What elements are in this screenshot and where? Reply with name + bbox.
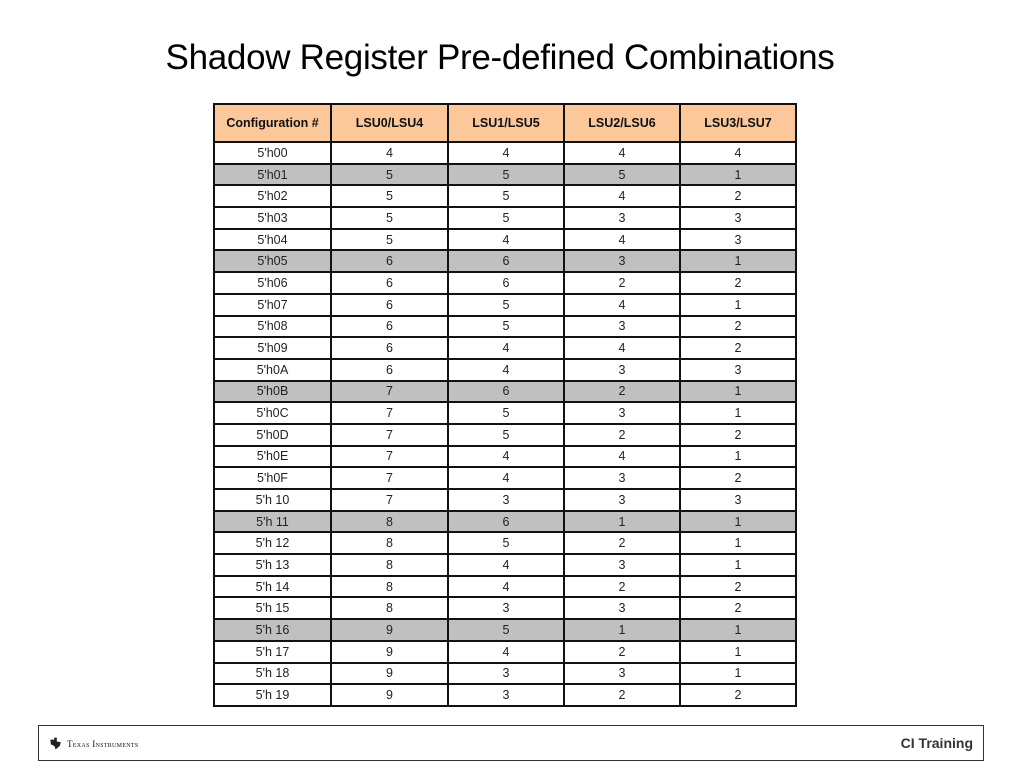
lsu-value-cell: 4: [448, 337, 564, 359]
lsu-value-cell: 4: [564, 229, 680, 251]
table-row: [214, 446, 796, 468]
lsu-value-cell: 3: [564, 663, 680, 685]
lsu-value-cell: 3: [564, 489, 680, 511]
lsu-value-cell: 2: [680, 185, 796, 207]
lsu-value-cell: 7: [331, 424, 448, 446]
lsu-value-cell: 1: [680, 641, 796, 663]
lsu-value-cell: 5: [448, 185, 564, 207]
configuration-cell: 5'h 13: [214, 554, 331, 576]
table-row: [214, 467, 796, 489]
lsu-value-cell: 3: [680, 359, 796, 381]
table-row: [214, 316, 796, 338]
lsu-value-cell: 6: [448, 272, 564, 294]
configuration-cell: 5'h07: [214, 294, 331, 316]
configuration-cell: 5'h 14: [214, 576, 331, 598]
lsu-value-cell: 2: [564, 424, 680, 446]
column-header: LSU2/LSU6: [564, 104, 680, 142]
lsu-value-cell: 2: [564, 381, 680, 403]
lsu-value-cell: 9: [331, 663, 448, 685]
lsu-value-cell: 5: [331, 229, 448, 251]
lsu-value-cell: 2: [564, 272, 680, 294]
configuration-cell: 5'h03: [214, 207, 331, 229]
lsu-value-cell: 5: [448, 316, 564, 338]
table-row: [214, 684, 796, 706]
table-header-row: [214, 104, 796, 142]
lsu-value-cell: 3: [448, 597, 564, 619]
lsu-value-cell: 5: [448, 164, 564, 186]
lsu-value-cell: 3: [680, 229, 796, 251]
lsu-value-cell: 8: [331, 554, 448, 576]
lsu-value-cell: 4: [448, 229, 564, 251]
configuration-cell: 5'h0E: [214, 446, 331, 468]
slide-footer: [38, 725, 984, 761]
table-row: [214, 641, 796, 663]
lsu-value-cell: 1: [680, 619, 796, 641]
lsu-value-cell: 3: [564, 207, 680, 229]
lsu-value-cell: 4: [564, 185, 680, 207]
table-row: [214, 294, 796, 316]
lsu-value-cell: 6: [448, 250, 564, 272]
table-row: [214, 597, 796, 619]
lsu-value-cell: 8: [331, 511, 448, 533]
lsu-value-cell: 5: [448, 424, 564, 446]
lsu-value-cell: 3: [564, 554, 680, 576]
lsu-value-cell: 2: [680, 597, 796, 619]
configuration-cell: 5'h 11: [214, 511, 331, 533]
table-row: [214, 576, 796, 598]
lsu-value-cell: 2: [680, 684, 796, 706]
lsu-value-cell: 2: [564, 532, 680, 554]
combinations-table: [213, 103, 797, 707]
lsu-value-cell: 3: [680, 489, 796, 511]
table-row: [214, 359, 796, 381]
table-row: [214, 381, 796, 403]
configuration-cell: 5'h02: [214, 185, 331, 207]
lsu-value-cell: 8: [331, 597, 448, 619]
lsu-value-cell: 1: [564, 511, 680, 533]
configuration-cell: 5'h04: [214, 229, 331, 251]
lsu-value-cell: 7: [331, 489, 448, 511]
lsu-value-cell: 4: [564, 337, 680, 359]
lsu-value-cell: 3: [448, 684, 564, 706]
lsu-value-cell: 1: [680, 554, 796, 576]
configuration-cell: 5'h06: [214, 272, 331, 294]
lsu-value-cell: 4: [331, 142, 448, 164]
configuration-cell: 5'h05: [214, 250, 331, 272]
lsu-value-cell: 2: [680, 337, 796, 359]
lsu-value-cell: 4: [448, 576, 564, 598]
lsu-value-cell: 4: [448, 467, 564, 489]
slide-title: Shadow Register Pre-defined Combinations: [165, 38, 835, 77]
table-row: [214, 402, 796, 424]
column-header: LSU0/LSU4: [331, 104, 448, 142]
configuration-cell: 5'h 10: [214, 489, 331, 511]
lsu-value-cell: 1: [680, 511, 796, 533]
footer-label: CI Training: [900, 735, 973, 751]
table-row: [214, 337, 796, 359]
lsu-value-cell: 4: [448, 142, 564, 164]
table-row: [214, 489, 796, 511]
lsu-value-cell: 6: [331, 337, 448, 359]
lsu-value-cell: 2: [564, 576, 680, 598]
company-name: Texas Instruments: [67, 738, 139, 749]
lsu-value-cell: 6: [331, 250, 448, 272]
lsu-value-cell: 1: [680, 250, 796, 272]
table-row: [214, 272, 796, 294]
lsu-value-cell: 4: [448, 554, 564, 576]
lsu-value-cell: 6: [331, 294, 448, 316]
table-row: [214, 532, 796, 554]
table-row: [214, 207, 796, 229]
configuration-cell: 5'h0A: [214, 359, 331, 381]
configuration-cell: 5'h 15: [214, 597, 331, 619]
lsu-value-cell: 2: [564, 641, 680, 663]
lsu-value-cell: 2: [680, 467, 796, 489]
lsu-value-cell: 5: [331, 185, 448, 207]
lsu-value-cell: 3: [564, 359, 680, 381]
lsu-value-cell: 5: [331, 207, 448, 229]
table-row: [214, 250, 796, 272]
lsu-value-cell: 2: [680, 316, 796, 338]
lsu-value-cell: 4: [564, 294, 680, 316]
table-row: [214, 164, 796, 186]
lsu-value-cell: 5: [448, 294, 564, 316]
lsu-value-cell: 1: [680, 294, 796, 316]
lsu-value-cell: 6: [331, 359, 448, 381]
lsu-value-cell: 1: [680, 446, 796, 468]
column-header: LSU3/LSU7: [680, 104, 796, 142]
lsu-value-cell: 3: [564, 597, 680, 619]
lsu-value-cell: 8: [331, 576, 448, 598]
configuration-cell: 5'h00: [214, 142, 331, 164]
lsu-value-cell: 3: [448, 663, 564, 685]
column-header: Configuration #: [214, 104, 331, 142]
table-row: [214, 424, 796, 446]
lsu-value-cell: 7: [331, 467, 448, 489]
lsu-value-cell: 8: [331, 532, 448, 554]
configuration-cell: 5'h 19: [214, 684, 331, 706]
lsu-value-cell: 1: [564, 619, 680, 641]
lsu-value-cell: 9: [331, 619, 448, 641]
lsu-value-cell: 9: [331, 641, 448, 663]
configuration-cell: 5'h0D: [214, 424, 331, 446]
configuration-cell: 5'h 12: [214, 532, 331, 554]
table-row: [214, 619, 796, 641]
lsu-value-cell: 5: [448, 532, 564, 554]
table-row: [214, 511, 796, 533]
ti-logo: [49, 737, 139, 750]
lsu-value-cell: 7: [331, 446, 448, 468]
lsu-value-cell: 5: [564, 164, 680, 186]
lsu-value-cell: 2: [680, 576, 796, 598]
lsu-value-cell: 3: [564, 316, 680, 338]
configuration-cell: 5'h 18: [214, 663, 331, 685]
lsu-value-cell: 9: [331, 684, 448, 706]
lsu-value-cell: 3: [564, 402, 680, 424]
configuration-cell: 5'h0F: [214, 467, 331, 489]
lsu-value-cell: 1: [680, 402, 796, 424]
lsu-value-cell: 6: [448, 511, 564, 533]
lsu-value-cell: 1: [680, 532, 796, 554]
configuration-cell: 5'h0B: [214, 381, 331, 403]
table-row: [214, 554, 796, 576]
configuration-cell: 5'h09: [214, 337, 331, 359]
table-row: [214, 142, 796, 164]
lsu-value-cell: 6: [331, 272, 448, 294]
configuration-cell: 5'h 16: [214, 619, 331, 641]
lsu-value-cell: 3: [564, 467, 680, 489]
lsu-value-cell: 2: [680, 272, 796, 294]
configuration-cell: 5'h01: [214, 164, 331, 186]
lsu-value-cell: 1: [680, 663, 796, 685]
lsu-value-cell: 6: [331, 316, 448, 338]
lsu-value-cell: 3: [564, 250, 680, 272]
lsu-value-cell: 4: [564, 446, 680, 468]
lsu-value-cell: 5: [448, 207, 564, 229]
table-row: [214, 663, 796, 685]
lsu-value-cell: 5: [448, 402, 564, 424]
lsu-value-cell: 4: [448, 446, 564, 468]
lsu-value-cell: 5: [448, 619, 564, 641]
table-row: [214, 229, 796, 251]
texas-state-icon: [49, 737, 62, 750]
lsu-value-cell: 5: [331, 164, 448, 186]
configuration-cell: 5'h 17: [214, 641, 331, 663]
lsu-value-cell: 4: [448, 359, 564, 381]
lsu-value-cell: 1: [680, 381, 796, 403]
table-row: [214, 185, 796, 207]
column-header: LSU1/LSU5: [448, 104, 564, 142]
lsu-value-cell: 4: [448, 641, 564, 663]
lsu-value-cell: 1: [680, 164, 796, 186]
lsu-value-cell: 3: [680, 207, 796, 229]
lsu-value-cell: 6: [448, 381, 564, 403]
lsu-value-cell: 7: [331, 381, 448, 403]
lsu-value-cell: 4: [680, 142, 796, 164]
lsu-value-cell: 3: [448, 489, 564, 511]
lsu-value-cell: 2: [680, 424, 796, 446]
configuration-cell: 5'h08: [214, 316, 331, 338]
lsu-value-cell: 7: [331, 402, 448, 424]
lsu-value-cell: 4: [564, 142, 680, 164]
lsu-value-cell: 2: [564, 684, 680, 706]
configuration-cell: 5'h0C: [214, 402, 331, 424]
